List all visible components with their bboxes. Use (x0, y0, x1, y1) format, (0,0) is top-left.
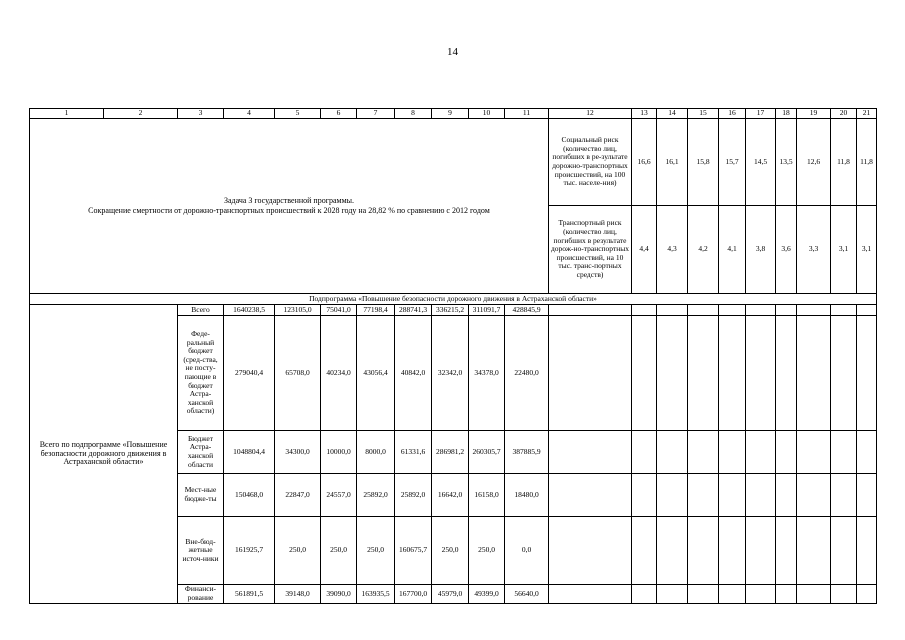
empty-cell (797, 431, 831, 474)
subprogram-row (30, 294, 877, 305)
empty-cell (831, 585, 857, 604)
empty-cell (657, 316, 688, 431)
funding-value: 250,0 (432, 517, 469, 585)
empty-cell (657, 305, 688, 316)
indicator-value: 13,5 (776, 119, 797, 206)
empty-cell (776, 517, 797, 585)
column-number: 3 (178, 109, 224, 119)
empty-cell (549, 431, 632, 474)
funding-value: 336215,2 (432, 305, 469, 316)
indicator-value: 4,2 (688, 206, 719, 294)
empty-cell (776, 431, 797, 474)
funding-value: 56640,0 (505, 585, 549, 604)
indicator-value: 15,7 (719, 119, 746, 206)
empty-cell (657, 431, 688, 474)
funding-value: 387885,9 (505, 431, 549, 474)
funding-value: 123105,0 (275, 305, 321, 316)
funding-value: 10000,0 (321, 431, 357, 474)
funding-value: 250,0 (469, 517, 505, 585)
empty-cell (776, 316, 797, 431)
program-table (29, 108, 877, 604)
empty-cell (797, 316, 831, 431)
funding-value: 22480,0 (505, 316, 549, 431)
column-number: 12 (549, 109, 632, 119)
empty-cell (719, 585, 746, 604)
empty-cell (549, 305, 632, 316)
column-number: 21 (857, 109, 877, 119)
empty-cell (688, 585, 719, 604)
funding-value: 32342,0 (432, 316, 469, 431)
funding-value: 163935,5 (357, 585, 395, 604)
empty-cell (549, 585, 632, 604)
task-line-2: Сокращение смертности от дорожно-транспортных происшествий к 2028 году на 28,82 % по сравнению с 2012 годом (88, 206, 490, 215)
empty-cell (797, 305, 831, 316)
indicator-value: 4,1 (719, 206, 746, 294)
indicator-value: 4,4 (632, 206, 657, 294)
empty-cell (746, 517, 776, 585)
column-number-row (30, 109, 877, 119)
funding-value: 561891,5 (224, 585, 275, 604)
indicator-value: 3,1 (857, 206, 877, 294)
column-number: 2 (104, 109, 178, 119)
funding-value: 49399,0 (469, 585, 505, 604)
empty-cell (719, 305, 746, 316)
funding-value: 250,0 (275, 517, 321, 585)
funding-source: Феде-ральный бюджет (сред-ства, не посту-пающие в бюджет Астра-ханской области) (178, 316, 224, 431)
empty-cell (776, 585, 797, 604)
funding-value: 34378,0 (469, 316, 505, 431)
task-description (30, 119, 549, 294)
empty-cell (746, 431, 776, 474)
column-number: 15 (688, 109, 719, 119)
indicator-value: 16,1 (657, 119, 688, 206)
funding-value: 279040,4 (224, 316, 275, 431)
funding-value: 16642,0 (432, 474, 469, 517)
column-number: 5 (275, 109, 321, 119)
funding-value: 1048804,4 (224, 431, 275, 474)
funding-value: 34300,0 (275, 431, 321, 474)
funding-source: Финанси-рование (178, 585, 224, 604)
empty-cell (831, 474, 857, 517)
funding-value: 286981,2 (432, 431, 469, 474)
indicator-value: 11,8 (857, 119, 877, 206)
funding-value: 39148,0 (275, 585, 321, 604)
empty-cell (831, 305, 857, 316)
funding-value: 1640238,5 (224, 305, 275, 316)
empty-cell (746, 305, 776, 316)
empty-cell (549, 517, 632, 585)
funding-value: 40234,0 (321, 316, 357, 431)
indicator-row-social-risk (30, 119, 877, 206)
empty-cell (688, 517, 719, 585)
funding-value: 167700,0 (395, 585, 432, 604)
empty-cell (632, 316, 657, 431)
empty-cell (857, 316, 877, 431)
indicator-value: 3,1 (831, 206, 857, 294)
empty-cell (657, 585, 688, 604)
funding-value: 161925,7 (224, 517, 275, 585)
empty-cell (776, 305, 797, 316)
column-number: 11 (505, 109, 549, 119)
indicator-value: 3,8 (746, 206, 776, 294)
indicator-value: 12,6 (797, 119, 831, 206)
empty-cell (719, 474, 746, 517)
empty-cell (632, 585, 657, 604)
empty-cell (657, 474, 688, 517)
empty-cell (797, 517, 831, 585)
column-number: 16 (719, 109, 746, 119)
funding-value: 39090,0 (321, 585, 357, 604)
funding-value: 40842,0 (395, 316, 432, 431)
column-number: 10 (469, 109, 505, 119)
empty-cell (657, 517, 688, 585)
empty-cell (857, 431, 877, 474)
funding-value: 77198,4 (357, 305, 395, 316)
empty-cell (719, 431, 746, 474)
column-number: 9 (432, 109, 469, 119)
column-number: 19 (797, 109, 831, 119)
indicator-name: Социальный риск (количество лиц, погибших в ре-зультате дорожно-транспортных происшествий, на 100 тыс. населе-ния) (549, 119, 632, 206)
funding-value: 65708,0 (275, 316, 321, 431)
funding-source: Всего (178, 305, 224, 316)
funding-value: 75041,0 (321, 305, 357, 316)
empty-cell (632, 431, 657, 474)
task-line-1: Задача 3 государственной программы. (223, 196, 355, 205)
funding-value: 43056,4 (357, 316, 395, 431)
empty-cell (719, 517, 746, 585)
funding-source: Вне-бюд-жетные источ-ники (178, 517, 224, 585)
indicator-value: 16,6 (632, 119, 657, 206)
funding-value: 45979,0 (432, 585, 469, 604)
indicator-value: 11,8 (831, 119, 857, 206)
funding-value: 16158,0 (469, 474, 505, 517)
empty-cell (549, 316, 632, 431)
empty-cell (857, 585, 877, 604)
indicator-value: 14,5 (746, 119, 776, 206)
column-number: 4 (224, 109, 275, 119)
column-number: 7 (357, 109, 395, 119)
empty-cell (831, 431, 857, 474)
subprogram-total-label: Всего по подпрограмме «Повышение безопасности дорожного движения в Астраханской области» (30, 305, 178, 604)
column-number: 14 (657, 109, 688, 119)
funding-source: Бюджет Астра-ханской области (178, 431, 224, 474)
funding-value: 428845,9 (505, 305, 549, 316)
funding-value: 22847,0 (275, 474, 321, 517)
empty-cell (688, 316, 719, 431)
column-number: 18 (776, 109, 797, 119)
funding-value: 61331,6 (395, 431, 432, 474)
empty-cell (746, 474, 776, 517)
subprogram-title: Подпрограмма «Повышение безопасности дорожного движения в Астраханской области» (30, 294, 877, 305)
funding-value: 260305,7 (469, 431, 505, 474)
column-number: 6 (321, 109, 357, 119)
funding-value: 24557,0 (321, 474, 357, 517)
empty-cell (632, 474, 657, 517)
page-number: 14 (447, 46, 458, 58)
empty-cell (831, 517, 857, 585)
funding-value: 8000,0 (357, 431, 395, 474)
empty-cell (549, 474, 632, 517)
indicator-value: 15,8 (688, 119, 719, 206)
funding-value: 150468,0 (224, 474, 275, 517)
indicator-value: 3,6 (776, 206, 797, 294)
column-number: 17 (746, 109, 776, 119)
funding-value: 25892,0 (357, 474, 395, 517)
funding-row (30, 305, 877, 316)
funding-source: Мест-ные бюдже-ты (178, 474, 224, 517)
funding-value: 25892,0 (395, 474, 432, 517)
funding-value: 160675,7 (395, 517, 432, 585)
empty-cell (857, 305, 877, 316)
indicator-name: Транспортный риск (количество лиц, погибших в результате дорож-но-транспортных происшествий, на 10 тыс. транс-портных средств) (549, 206, 632, 294)
empty-cell (831, 316, 857, 431)
empty-cell (688, 305, 719, 316)
empty-cell (688, 431, 719, 474)
empty-cell (632, 305, 657, 316)
empty-cell (746, 585, 776, 604)
funding-value: 311091,7 (469, 305, 505, 316)
empty-cell (857, 517, 877, 585)
indicator-value: 4,3 (657, 206, 688, 294)
empty-cell (857, 474, 877, 517)
funding-value: 288741,3 (395, 305, 432, 316)
table-body (30, 109, 877, 604)
empty-cell (719, 316, 746, 431)
funding-value: 18480,0 (505, 474, 549, 517)
funding-value: 250,0 (357, 517, 395, 585)
indicator-value: 3,3 (797, 206, 831, 294)
funding-value: 250,0 (321, 517, 357, 585)
empty-cell (632, 517, 657, 585)
empty-cell (688, 474, 719, 517)
column-number: 13 (632, 109, 657, 119)
empty-cell (776, 474, 797, 517)
column-number: 8 (395, 109, 432, 119)
funding-value: 0,0 (505, 517, 549, 585)
column-number: 1 (30, 109, 104, 119)
empty-cell (797, 474, 831, 517)
empty-cell (746, 316, 776, 431)
column-number: 20 (831, 109, 857, 119)
empty-cell (797, 585, 831, 604)
